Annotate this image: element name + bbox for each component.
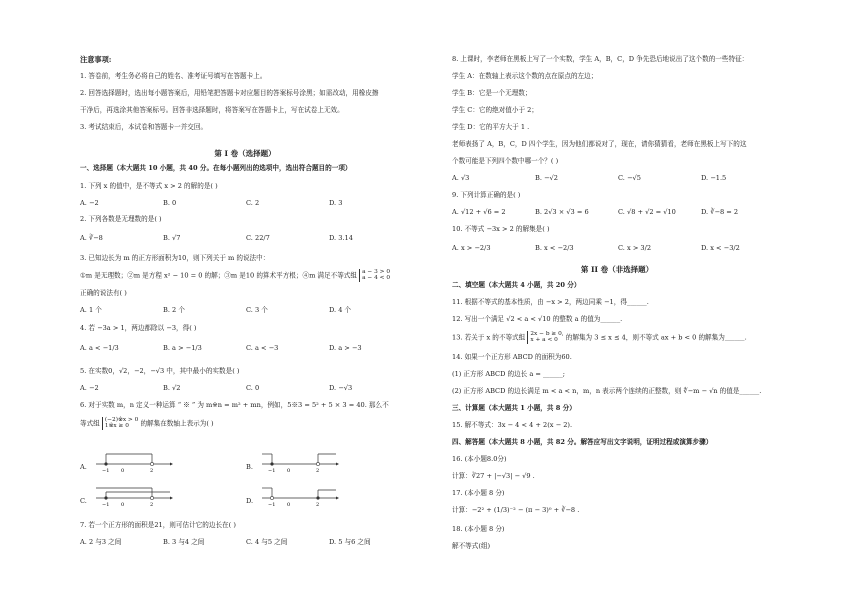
q6-stem: 6. 对于实数 m，n 定义一种运算 “ ※ ” 为 m※n = m² + mn，例如，5※3 = 5² + 5 × 3 = 40. 那么不 <box>80 401 389 409</box>
q13-inequality-system <box>527 331 563 344</box>
q2-option-a[interactable]: A. ∛−8 <box>80 234 103 242</box>
q4-option-a[interactable]: A. a < −1/3 <box>80 344 119 352</box>
q8-option-c[interactable]: C. −√5 <box>618 174 641 182</box>
q3-option-a[interactable]: A. 1 个 <box>80 306 102 314</box>
q1-option-a[interactable]: A. −2 <box>80 199 99 207</box>
part2-title: 第 II 卷（非选择题） <box>580 265 654 274</box>
q6-number-line-c[interactable] <box>94 486 174 508</box>
q4-option-c[interactable]: C. a < −3 <box>246 344 279 352</box>
q6d-tick-neg1: −1 <box>268 502 276 508</box>
q9-option-a[interactable]: A. √12 + √6 = 2 <box>452 208 506 216</box>
q7-option-a[interactable]: A. 2 与3 之间 <box>80 538 122 546</box>
q6-prefix: 等式组 <box>80 419 100 428</box>
q6a-tick-0: 0 <box>121 468 125 474</box>
q10-option-b[interactable]: B. x < −2/3 <box>535 244 574 252</box>
q3-system-line1: a − 3 > 0 <box>362 269 391 275</box>
section2-title: 二、填空题（本大题共 4 小题，共 20 分） <box>452 281 581 289</box>
q9-option-d[interactable]: D. ∛−8 = 2 <box>701 208 739 216</box>
q6a-tick-neg1: −1 <box>102 468 110 474</box>
q3-statements: ①m 是无理数；②m 是方程 x² − 10 = 0 的解；③m 是10 的算术平方根；④m 满足不等式组 <box>80 271 357 280</box>
q18-body: 解不等式(组) <box>452 542 491 550</box>
q8-line-1: 8. 上课时，李老师在黑板上写了一个实数，学生 A，B，C，D 争先恐后地说出了这个数的一些特征： <box>452 55 749 63</box>
q3-inequality-system <box>359 269 390 282</box>
q5-option-b[interactable]: B. √2 <box>163 384 181 392</box>
q6-option-c-label[interactable]: C. <box>80 497 87 505</box>
notice-title: 注意事项: <box>80 55 112 64</box>
q6-option-a-label[interactable]: A. <box>80 463 87 471</box>
q2-option-b[interactable]: B. √7 <box>163 234 181 242</box>
q3-option-b[interactable]: B. 2 个 <box>163 306 185 314</box>
q6-system-line2: 1※x ≥ 0 <box>104 423 129 430</box>
q10-option-a[interactable]: A. x > −2/3 <box>452 244 491 252</box>
q8-line-3: 学生 B：它是一个无理数； <box>452 89 532 97</box>
section4-title: 四、解答题（本大题共 8 小题，共 82 分。解答应写出文字说明，证明过程或演算步骤） <box>452 438 713 446</box>
q3-option-c[interactable]: C. 3 个 <box>246 306 268 314</box>
part1-title: 第 I 卷（选择题） <box>214 149 276 158</box>
q6-number-line-b[interactable] <box>260 452 340 474</box>
q8-line-2: 学生 A：在数轴上表示这个数的点在原点的左边； <box>452 72 598 80</box>
q6-option-b-label[interactable]: B. <box>246 463 253 471</box>
q4-option-b[interactable]: B. a > −1/3 <box>163 344 202 352</box>
q6-number-line-a[interactable] <box>94 452 174 474</box>
q13-suffix: 的解集为 3 ≤ x ≤ 4，则不等式 ax + b < 0 的解集为______. <box>565 333 747 342</box>
q2-option-d[interactable]: D. 3.14 <box>329 234 353 242</box>
q9-option-c[interactable]: C. √8 + √2 = √10 <box>618 208 676 216</box>
q1-option-b[interactable]: B. 0 <box>163 199 177 207</box>
q14-part1: (1) 正方形 ABCD 的边长 a = ______; <box>452 370 565 378</box>
q6b-tick-neg1: −1 <box>268 468 276 474</box>
q10-stem: 10. 不等式 −3x > 2 的解集是( ) <box>452 225 550 233</box>
q6b-tick-0: 0 <box>287 468 291 474</box>
q6-number-line-d[interactable] <box>260 486 340 508</box>
q8-line-5: 学生 D：它的平方大于 1 . <box>452 123 530 131</box>
notice-item-4: 3. 考试结束后，本试卷和答题卡一并交回。 <box>80 123 208 131</box>
q2-stem: 2. 下列各数是无理数的是( ) <box>80 215 162 223</box>
notice-item-2: 2. 回答选择题时，选出每小题答案后，用铅笔把答题卡对应题目的答案标号涂黑；如需改动，用橡皮擦 <box>80 89 379 97</box>
q6c-tick-neg1: −1 <box>102 502 110 508</box>
q6c-tick-2: 2 <box>150 502 154 508</box>
q7-option-d[interactable]: D. 5 与6 之间 <box>329 538 371 546</box>
q16-body: 计算：∛27 + |−√3| − √9 . <box>452 472 535 480</box>
q3-line2 <box>80 269 390 282</box>
q14-text: 14. 如果一个正方形 ABCD 的面积为60. <box>452 353 572 361</box>
q8-line-6: 老师表扬了 A，B，C，D 四个学生，因为他们都说对了，现在，请你猜猜看，老师在黑板上写下的这 <box>452 140 747 148</box>
q3-line3: 正确的说法有( ) <box>80 289 127 297</box>
q2-option-c[interactable]: C. 22/7 <box>246 234 270 242</box>
q8-option-d[interactable]: D. −1.5 <box>701 174 727 182</box>
q6d-tick-0: 0 <box>287 502 291 508</box>
q8-option-b[interactable]: B. −√2 <box>535 174 558 182</box>
q6-system-line1: (−2)※x > 0 <box>104 417 139 423</box>
q9-option-b[interactable]: B. 2√3 × √3 = 6 <box>535 208 589 216</box>
q11-text: 11. 根据不等式的基本性质，由 −x > 2，两边同乘 −1，得______. <box>452 298 649 306</box>
q6-inequality-system <box>102 417 138 430</box>
q6a-tick-2: 2 <box>150 468 154 474</box>
q6-line2 <box>80 417 214 430</box>
q6-suffix: 的解集在数轴上表示为( ) <box>140 419 214 428</box>
q3-system-line2: a − 4 < 0 <box>362 275 391 282</box>
q10-option-c[interactable]: C. x > 3/2 <box>618 244 652 252</box>
notice-item-1: 1. 答卷前，考生务必将自己的姓名、准考证号填写在答题卡上。 <box>80 72 267 80</box>
q13-system-line2: x + a < 0 <box>530 337 558 344</box>
q3-option-d[interactable]: D. 4 个 <box>329 306 352 314</box>
q8-option-a[interactable]: A. √3 <box>452 174 470 182</box>
q9-stem: 9. 下列计算正确的是( ) <box>452 191 521 199</box>
section3-title: 三、计算题（本大题共 1 小题，共 8 分） <box>452 404 576 412</box>
notice-item-3: 干净后，再选涂其他答案标号。回答非选择题时，将答案写在答题卡上，写在试卷上无效。 <box>80 106 344 114</box>
q7-option-c[interactable]: C. 4 与5 之间 <box>246 538 288 546</box>
q1-option-c[interactable]: C. 2 <box>246 199 260 207</box>
q15-text: 15. 解不等式：3x − 4 < 4 + 2(x − 2). <box>452 421 573 429</box>
q16-header: 16. (本小题8.0分) <box>452 455 507 463</box>
q5-option-c[interactable]: C. 0 <box>246 384 260 392</box>
q13-prefix: 13. 若关于 x 的不等式组 <box>452 333 526 342</box>
q18-header: 18. (本小题 8 分) <box>452 525 505 533</box>
q1-option-d[interactable]: D. 3 <box>329 199 343 207</box>
section1-title: 一、选择题（本大题共 10 小题，共 40 分。在每小题列出的选项中，选出符合题目的一项） <box>80 164 352 172</box>
q4-option-d[interactable]: D. a > −3 <box>329 344 362 352</box>
q6c-tick-0: 0 <box>121 502 125 508</box>
q6d-tick-2: 2 <box>316 502 320 508</box>
q6b-tick-2: 2 <box>316 468 320 474</box>
q8-line-7: 个数可能是下列四个数中哪一个？( ) <box>452 157 559 165</box>
q5-stem: 5. 在实数0，√2，−2，−√3 中，其中最小的实数是( ) <box>80 367 240 375</box>
q7-option-b[interactable]: B. 3 与4 之间 <box>163 538 205 546</box>
q14-part2: (2) 正方形 ABCD 的边长满足 m < a < n，m，n 表示两个连续的正整数，则 ∜−m − √n 的值是______. <box>452 387 762 395</box>
q17-body: 计算：−2² + (1/3)⁻² − (π − 3)⁰ + ∛−8 . <box>452 506 580 514</box>
q5-option-d[interactable]: D. −√3 <box>329 384 353 392</box>
q5-option-a[interactable]: A. −2 <box>80 384 99 392</box>
q1-stem: 1. 下列 x 的值中，是不等式 x > 2 的解的是( ) <box>80 182 218 190</box>
q7-stem: 7. 若一个正方形的面积是21，则可估计它的边长在( ) <box>80 521 236 529</box>
q10-option-d[interactable]: D. x < −3/2 <box>701 244 740 252</box>
q13-line <box>452 331 747 344</box>
q4-stem: 4. 若 −3a > 1，两边都除以 −3，得( ) <box>80 324 197 332</box>
q6-option-d-label[interactable]: D. <box>246 497 254 505</box>
q12-text: 12. 写出一个满足 √2 < a < √10 的整数 a 的值为______. <box>452 315 623 323</box>
q3-stem: 3. 已知边长为 m 的正方形面积为10，则下列关于 m 的说法中： <box>80 254 270 262</box>
q8-line-4: 学生 C：它的绝对值小于 2； <box>452 106 538 114</box>
q17-header: 17. (本小题 8 分) <box>452 489 505 497</box>
q13-system-line1: 2x − b ≥ 0, <box>530 331 564 337</box>
